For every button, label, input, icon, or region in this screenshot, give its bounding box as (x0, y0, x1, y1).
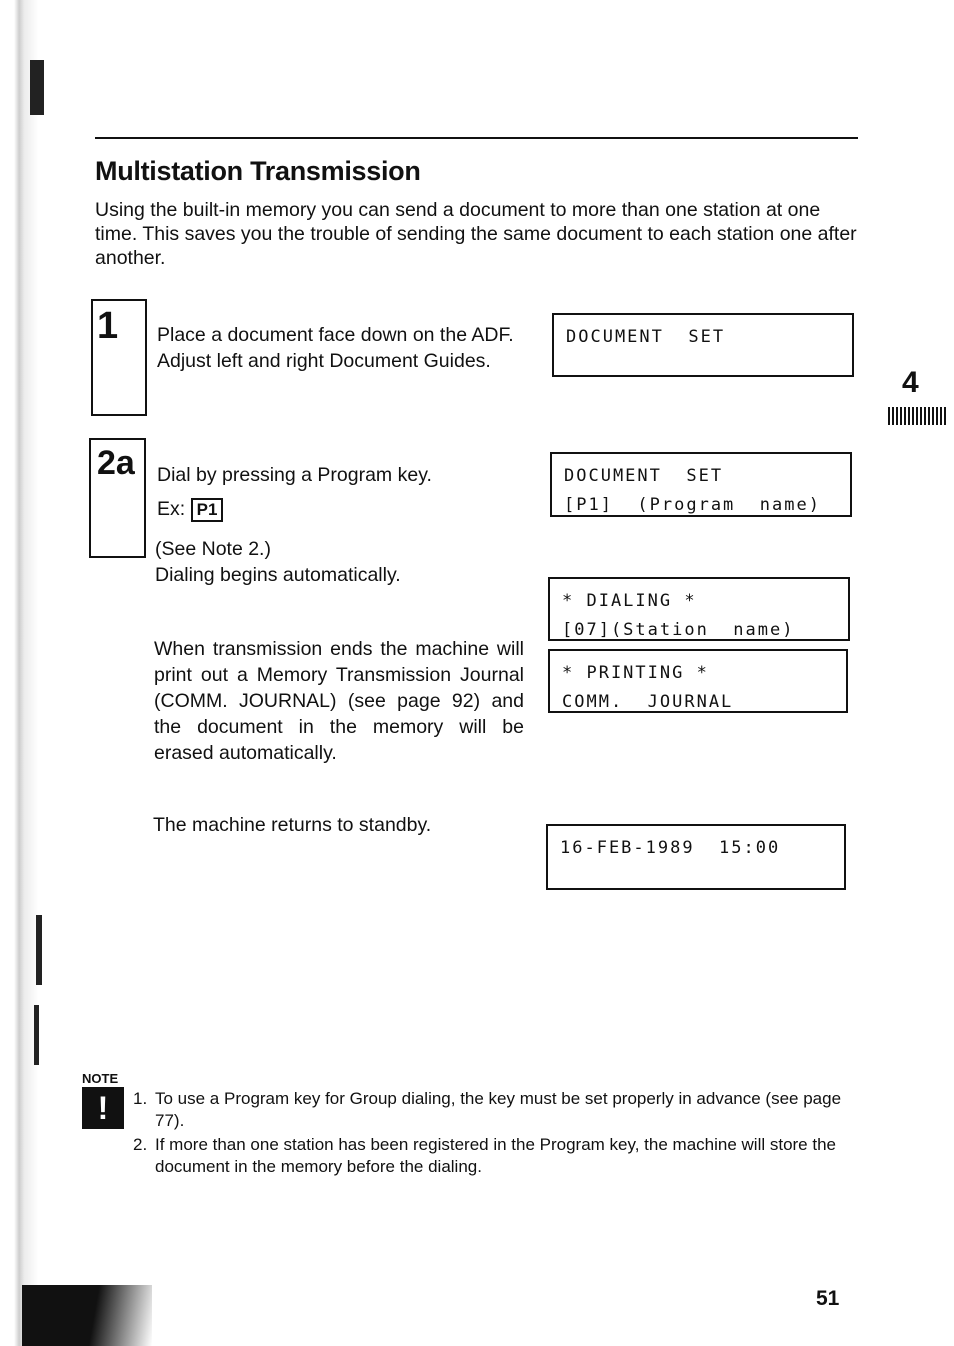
ex-prefix: Ex: (157, 498, 186, 520)
step-2a-box (89, 438, 146, 558)
scan-mark (34, 1005, 39, 1065)
step-1-line-1: Place a document face down on the ADF. (157, 324, 514, 346)
chapter-tab-marker (888, 407, 948, 425)
note-list (133, 1088, 851, 1180)
page-number: 51 (816, 1287, 840, 1310)
step-2a-text (157, 462, 517, 522)
step-1-box (91, 299, 147, 416)
step-1-text (157, 322, 537, 374)
page-title: Multistation Transmission (95, 156, 421, 186)
scan-corner-shadow (22, 1285, 152, 1346)
note-item (133, 1134, 851, 1178)
note-number: 2. (133, 1135, 148, 1154)
step-2a-line-1: Dial by pressing a Program key. (157, 464, 432, 486)
program-key-p1: P1 (191, 498, 224, 522)
intro-paragraph: Using the built-in memory you can send a document to more than one station at one time. This saves you the trouble of sending the same document to each station one after another. (95, 199, 857, 269)
display-line: * PRINTING * (562, 663, 709, 683)
exclamation-icon: ! (82, 1087, 124, 1129)
note-number: 1. (133, 1089, 148, 1108)
step-2a-number: 2a (97, 444, 135, 482)
note-label: NOTE (82, 1071, 119, 1086)
display-line: DOCUMENT SET (564, 466, 724, 486)
display-document-set (552, 313, 854, 377)
scan-mark (36, 915, 42, 985)
display-dialing (548, 577, 850, 641)
chapter-number: 4 (902, 366, 919, 399)
note-text: If more than one station has been registered in the Program key, the machine will store the document in the memory before the dialing. (155, 1135, 836, 1176)
transmission-paragraph: When transmission ends the machine will print out a Memory Transmission Journal (COMM. JOURNAL) (see page 92) and the document in the memory will be erased automatically. (154, 638, 524, 764)
note-item (133, 1088, 851, 1132)
display-line: [07](Station name) (562, 620, 795, 640)
step-1-number: 1 (97, 305, 119, 347)
step-2a-line-4: Dialing begins automatically. (155, 564, 401, 586)
step-2a-notes-text (155, 536, 515, 588)
note-text: To use a Program key for Group dialing, the key must be set properly in advance (see page 77). (155, 1089, 842, 1130)
scan-mark (30, 60, 44, 115)
step-2a-ex-line (157, 496, 223, 522)
standby-text: The machine returns to standby. (153, 814, 432, 836)
display-line: [P1] (Program name) (564, 495, 821, 515)
display-program-key (550, 452, 852, 517)
scan-edge-shadow (0, 0, 64, 1346)
top-rule (95, 137, 858, 139)
display-line: DOCUMENT SET (566, 327, 726, 347)
step-1-line-2: Adjust left and right Document Guides. (157, 350, 491, 372)
display-line: * DIALING * (562, 591, 697, 611)
display-line: 16-FEB-1989 15:00 (560, 838, 781, 858)
display-line: COMM. JOURNAL (562, 692, 734, 712)
display-printing (548, 649, 848, 713)
step-2a-line-3: (See Note 2.) (155, 538, 271, 560)
display-standby-date (546, 824, 846, 890)
